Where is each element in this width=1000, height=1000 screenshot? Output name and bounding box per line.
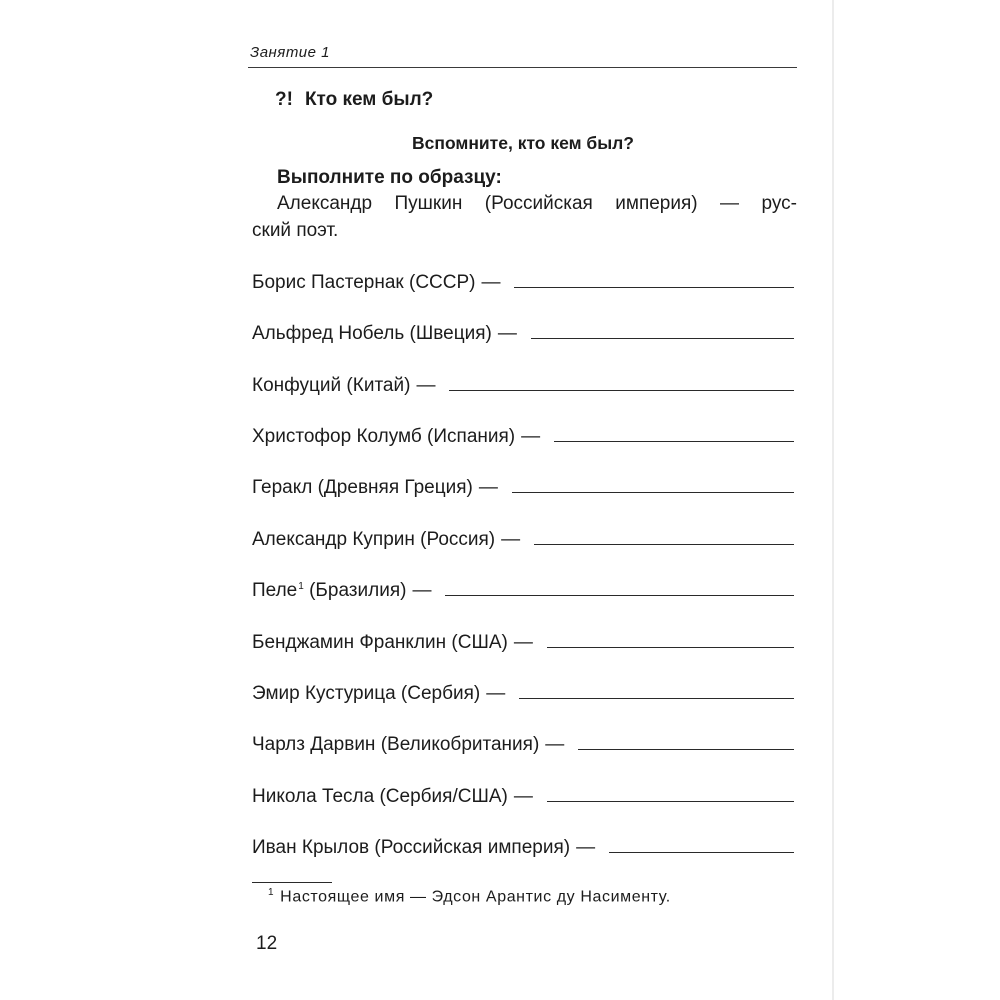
item-label: Иван Крылов (Российская империя) xyxy=(252,837,571,858)
item-label: Никола Тесла (Сербия/США) xyxy=(252,786,508,807)
item-label: Эмир Кустурица (Сербия) xyxy=(252,683,481,704)
item-dash: — xyxy=(416,375,436,396)
exercise-item xyxy=(252,469,794,499)
item-dash: — xyxy=(576,837,596,858)
answer-blank-line[interactable] xyxy=(514,287,794,288)
item-dash: — xyxy=(501,529,521,550)
example-word: Александр xyxy=(277,193,373,214)
exercise-item xyxy=(252,572,794,602)
answer-blank-line[interactable] xyxy=(534,544,794,545)
footnote-ref: 1 xyxy=(298,580,304,592)
item-label xyxy=(252,580,406,602)
example-word: Пушкин xyxy=(394,193,463,214)
item-label: Борис Пастернак (СССР) xyxy=(252,272,476,293)
footnote xyxy=(268,887,671,906)
lesson-header: Занятие 1 xyxy=(250,44,331,61)
answer-blank-line[interactable] xyxy=(554,441,794,442)
item-country: (Бразилия) xyxy=(303,580,407,601)
page-edge-shadow xyxy=(832,0,834,1000)
answer-blank-line[interactable] xyxy=(609,852,794,853)
item-dash: — xyxy=(545,734,565,755)
section-mark: ?! xyxy=(275,89,293,110)
item-dash: — xyxy=(486,683,506,704)
item-dash: — xyxy=(513,786,533,807)
example-sentence xyxy=(252,190,797,244)
exercise-item xyxy=(252,726,794,756)
answer-blank-line[interactable] xyxy=(512,492,794,493)
item-name: Пеле xyxy=(252,580,298,601)
answer-blank-line[interactable] xyxy=(519,698,794,699)
answer-blank-line[interactable] xyxy=(531,338,794,339)
item-label: Бенджамин Франклин (США) xyxy=(252,632,508,653)
item-dash: — xyxy=(513,632,533,653)
item-label: Конфуций (Китай) xyxy=(252,375,411,396)
exercise-subtitle: Вспомните, кто кем был? xyxy=(412,133,634,153)
footnote-rule xyxy=(252,882,332,883)
example-word: — xyxy=(720,193,740,214)
answer-blank-line[interactable] xyxy=(547,647,794,648)
section-title-text: Кто кем был? xyxy=(304,89,434,110)
footnote-text: Настоящее имя — Эдсон Арантис ду Насименту. xyxy=(280,888,671,906)
footnote-mark: 1 xyxy=(268,887,275,898)
exercise-item xyxy=(252,675,794,705)
page-number: 12 xyxy=(256,933,278,954)
answer-blank-line[interactable] xyxy=(547,801,794,802)
item-label: Александр Куприн (Россия) xyxy=(252,529,496,550)
example-word: (Российская xyxy=(484,193,593,214)
example-line-2: ский поэт. xyxy=(252,220,339,241)
item-dash: — xyxy=(412,580,432,601)
item-dash: — xyxy=(481,272,501,293)
example-word: империя) xyxy=(615,193,698,214)
item-label: Альфред Нобель (Швеция) xyxy=(252,323,492,344)
exercise-item xyxy=(252,778,794,808)
answer-blank-line[interactable] xyxy=(449,390,794,391)
exercise-item xyxy=(252,264,794,294)
item-label: Христофор Колумб (Испания) xyxy=(252,426,516,447)
item-label: Чарлз Дарвин (Великобритания) xyxy=(252,734,540,755)
item-label: Геракл (Древняя Греция) xyxy=(252,477,473,498)
item-dash: — xyxy=(478,477,498,498)
exercise-item xyxy=(252,418,794,448)
exercise-item xyxy=(252,624,794,654)
instruction: Выполните по образцу: xyxy=(277,167,502,188)
exercise-item xyxy=(252,829,794,859)
item-dash: — xyxy=(497,323,517,344)
exercise-item xyxy=(252,367,794,397)
header-rule xyxy=(248,67,797,68)
answer-blank-line[interactable] xyxy=(578,749,794,750)
item-dash: — xyxy=(521,426,541,447)
exercise-item xyxy=(252,315,794,345)
example-word: рус- xyxy=(761,193,797,214)
example-line-1 xyxy=(252,190,797,217)
section-title xyxy=(275,89,433,111)
answer-blank-line[interactable] xyxy=(445,595,794,596)
exercise-item xyxy=(252,521,794,551)
